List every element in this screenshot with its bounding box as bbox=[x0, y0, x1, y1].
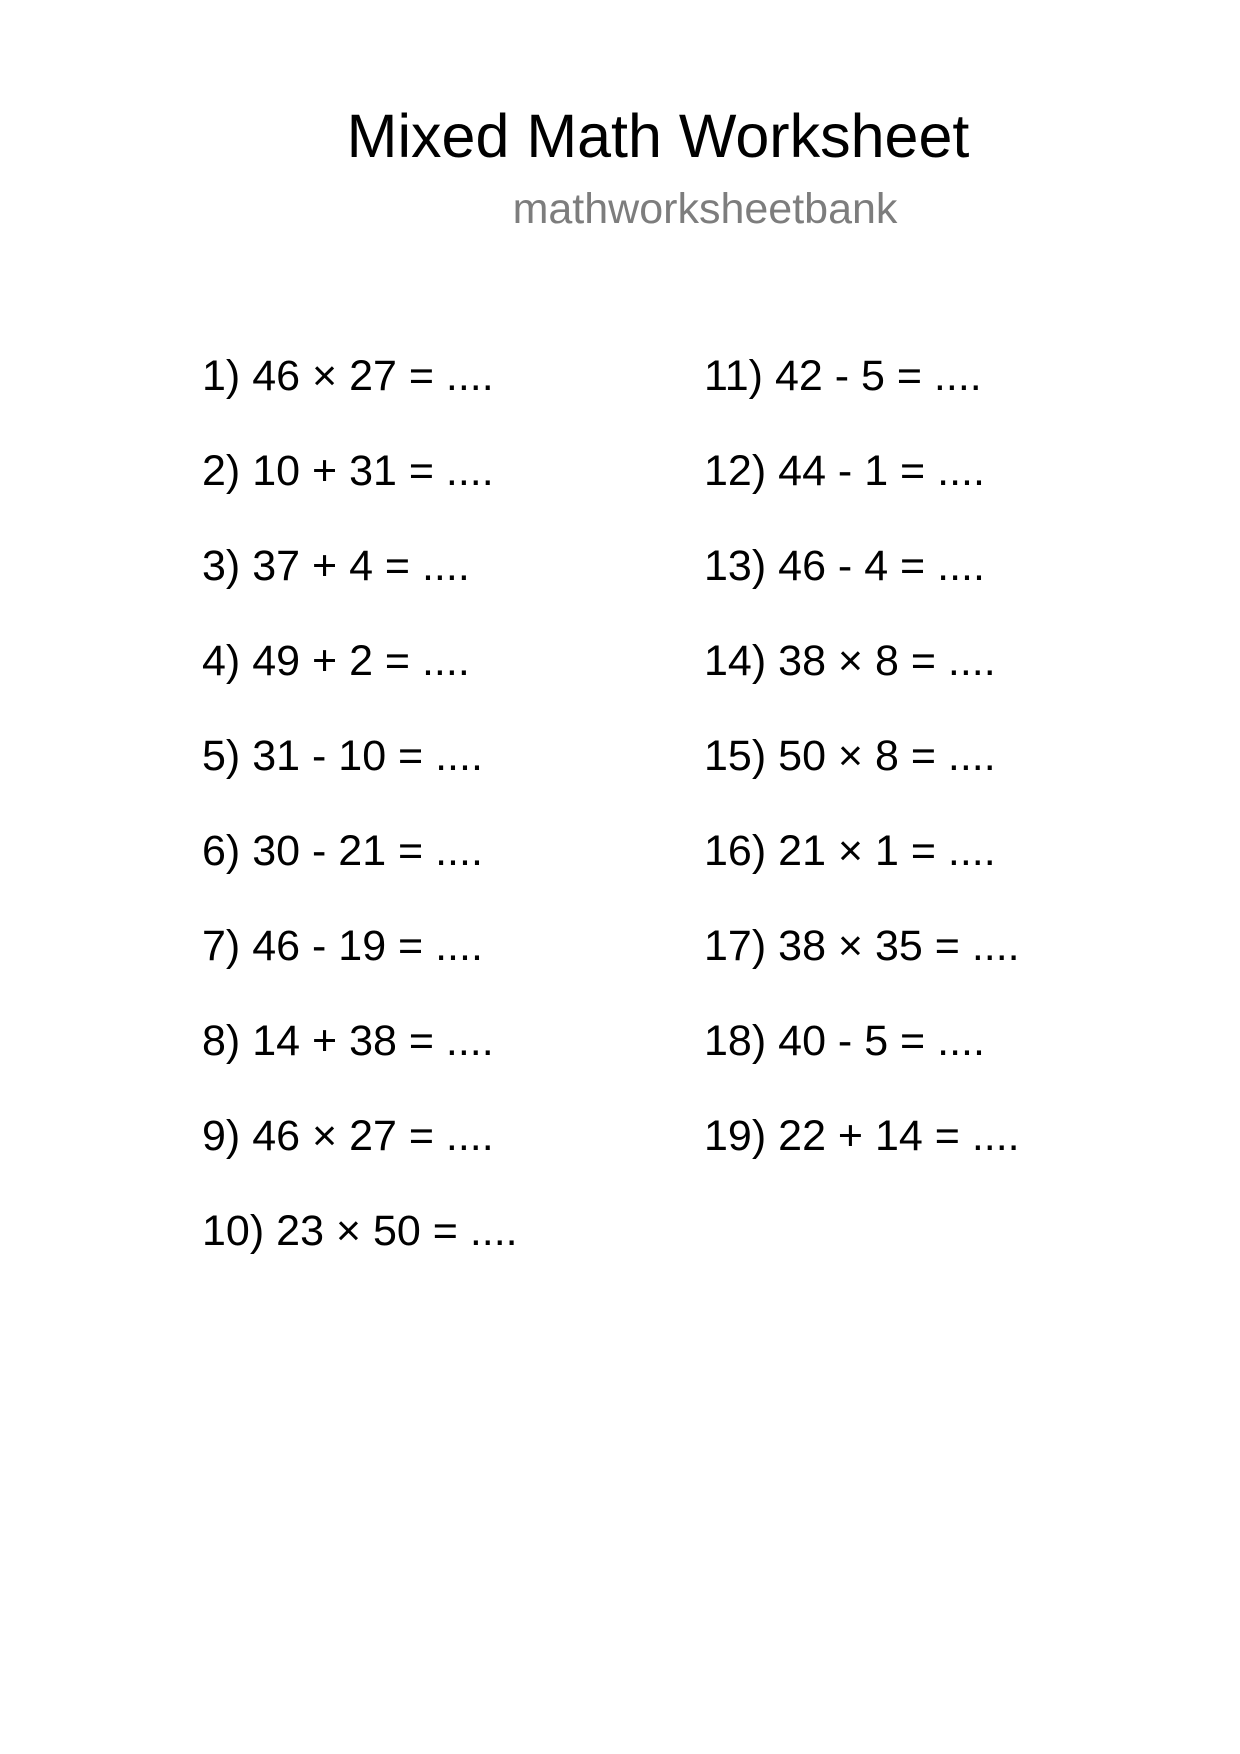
problem-expression: 40 - 5 = .... bbox=[778, 1017, 985, 1065]
problem-item bbox=[704, 631, 1020, 726]
worksheet-title: Mixed Math Worksheet bbox=[346, 102, 970, 170]
problem-item bbox=[202, 441, 518, 536]
problem-expression: 46 - 19 = .... bbox=[252, 922, 483, 970]
problem-item bbox=[704, 821, 1020, 916]
problem-item bbox=[202, 1106, 518, 1201]
worksheet-subtitle: mathworksheetbank bbox=[512, 185, 898, 233]
problem-item bbox=[202, 1011, 518, 1106]
problem-expression: 44 - 1 = .... bbox=[778, 447, 985, 495]
problem-expression: 46 - 4 = .... bbox=[778, 542, 985, 590]
problem-number: 11) bbox=[704, 352, 763, 400]
problem-expression: 22 + 14 = .... bbox=[778, 1112, 1020, 1160]
problem-number: 1) bbox=[202, 352, 241, 400]
problem-item bbox=[202, 346, 518, 441]
problem-item bbox=[202, 726, 518, 821]
problem-number: 6) bbox=[202, 827, 241, 875]
problem-number: 18) bbox=[704, 1017, 767, 1065]
problem-number: 12) bbox=[704, 447, 767, 495]
problem-expression: 50 × 8 = .... bbox=[778, 732, 996, 780]
problem-expression: 38 × 8 = .... bbox=[778, 637, 996, 685]
problem-number: 8) bbox=[202, 1017, 241, 1065]
problem-number: 3) bbox=[202, 542, 241, 590]
problem-number: 10) bbox=[202, 1207, 265, 1255]
problem-column-left bbox=[202, 346, 518, 1296]
problem-expression: 38 × 35 = .... bbox=[778, 922, 1020, 970]
problem-expression: 42 - 5 = .... bbox=[774, 352, 982, 400]
problem-number: 19) bbox=[704, 1112, 767, 1160]
problem-expression: 23 × 50 = .... bbox=[276, 1207, 518, 1255]
problem-number: 14) bbox=[704, 637, 767, 685]
problem-item bbox=[704, 536, 1020, 631]
problem-expression: 37 + 4 = .... bbox=[252, 542, 470, 590]
problem-number: 7) bbox=[202, 922, 241, 970]
problem-expression: 14 + 38 = .... bbox=[252, 1017, 494, 1065]
problem-expression: 49 + 2 = .... bbox=[252, 637, 470, 685]
problem-expression: 31 - 10 = .... bbox=[252, 732, 483, 780]
problem-item bbox=[704, 916, 1020, 1011]
problem-number: 17) bbox=[704, 922, 767, 970]
problem-item bbox=[704, 346, 1020, 441]
problem-expression: 46 × 27 = .... bbox=[252, 352, 494, 400]
problem-expression: 46 × 27 = .... bbox=[252, 1112, 494, 1160]
problem-item bbox=[202, 631, 518, 726]
problem-item bbox=[202, 1201, 518, 1296]
problem-item bbox=[704, 1106, 1020, 1201]
problem-item bbox=[704, 441, 1020, 536]
problem-number: 16) bbox=[704, 827, 767, 875]
problem-item bbox=[202, 821, 518, 916]
problem-number: 13) bbox=[704, 542, 767, 590]
problem-number: 2) bbox=[202, 447, 241, 495]
problem-expression: 21 × 1 = .... bbox=[778, 827, 996, 875]
problem-number: 9) bbox=[202, 1112, 241, 1160]
problem-number: 5) bbox=[202, 732, 241, 780]
problem-item bbox=[704, 726, 1020, 821]
problem-number: 15) bbox=[704, 732, 767, 780]
problem-expression: 10 + 31 = .... bbox=[252, 447, 494, 495]
problem-expression: 30 - 21 = .... bbox=[252, 827, 483, 875]
problem-item bbox=[202, 536, 518, 631]
problem-item bbox=[704, 1011, 1020, 1106]
problem-number: 4) bbox=[202, 637, 241, 685]
problem-column-right bbox=[704, 346, 1020, 1201]
problem-item bbox=[202, 916, 518, 1011]
